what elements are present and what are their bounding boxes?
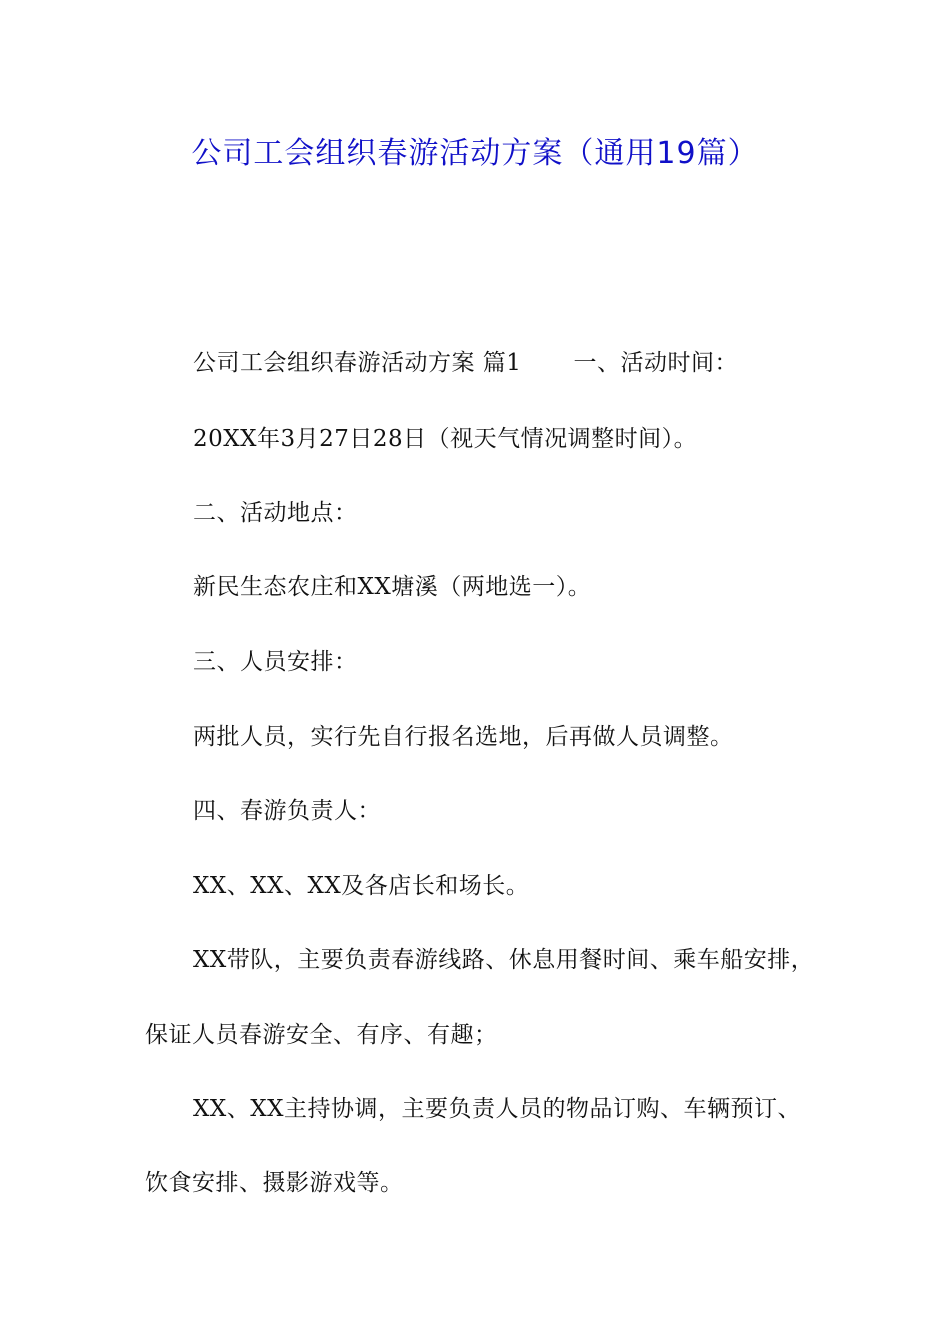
paragraph-line: 20XX年3月27日28日（视天气情况调整时间）。 [193,426,698,452]
document-title: 公司工会组织春游活动方案（通用19篇） [191,136,759,171]
paragraph-line: XX、XX、XX及各店长和场长。 [193,873,530,899]
paragraph-line: XX、XX主持协调，主要负责人员的物品订购、车辆预订、 [193,1096,801,1122]
section-heading: 公司工会组织春游活动方案 篇1 [193,350,522,376]
paragraph-line: 饮食安排、摄影游戏等。 [145,1170,404,1196]
section-heading: 一、活动时间： [573,350,738,376]
section-heading: 三、人员安排： [193,649,358,675]
paragraph-line [193,344,738,377]
section-heading: 二、活动地点： [193,500,358,526]
section-heading: 四、春游负责人： [193,798,381,824]
paragraph-line: 保证人员春游安全、有序、有趣； [145,1022,498,1048]
paragraph-line: 两批人员，实行先自行报名选地，后再做人员调整。 [193,724,734,750]
paragraph-line: XX带队，主要负责春游线路、休息用餐时间、乘车船安排， [193,947,815,973]
paragraph-line: 新民生态农庄和XX塘溪（两地选一）。 [193,574,592,600]
